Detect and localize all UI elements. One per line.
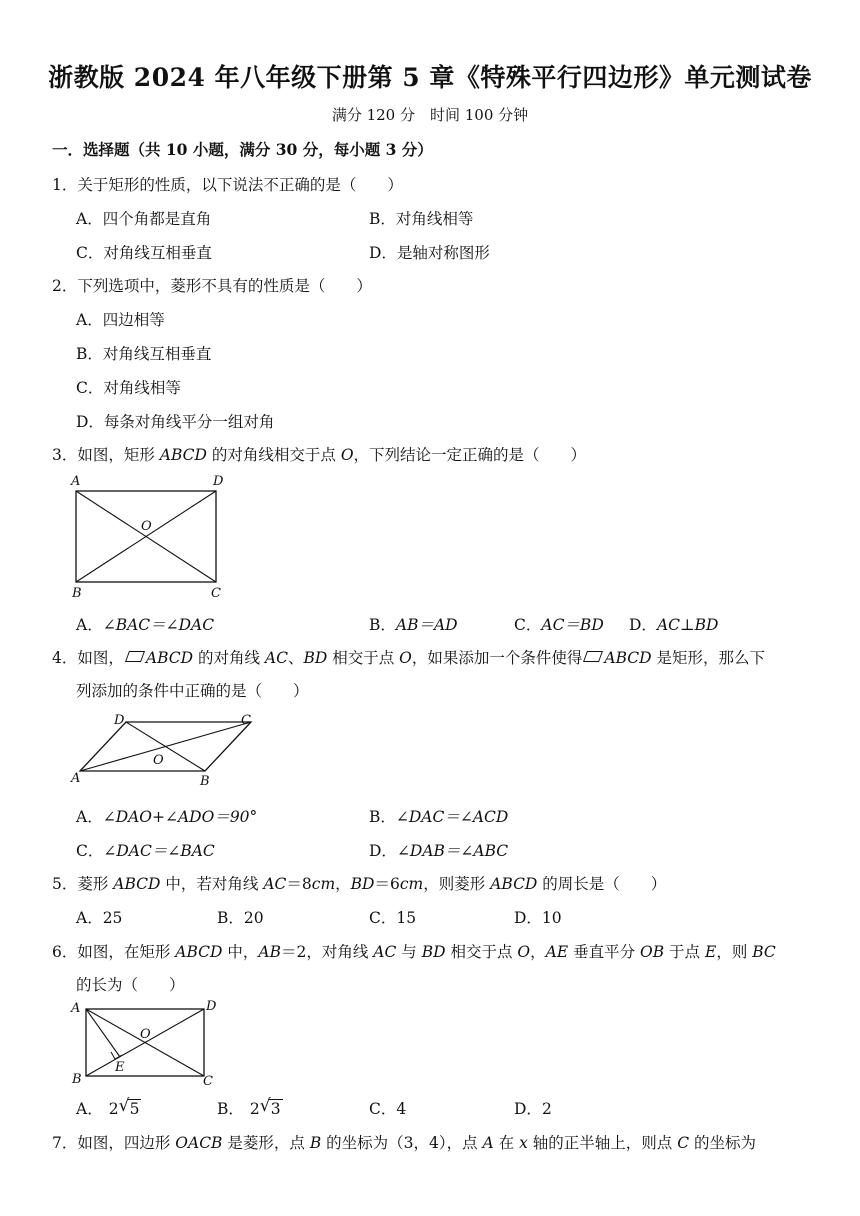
- question-5-option-b: B．20: [217, 909, 264, 927]
- figure-label-o: O: [140, 1027, 151, 1042]
- figure-label-d: D: [114, 713, 125, 728]
- question-3-rectangle-figure: [60, 470, 240, 602]
- figure-label-b: B: [200, 774, 210, 789]
- question-2-option-a: A．四边相等: [76, 311, 165, 329]
- figure-label-c: C: [203, 1074, 213, 1089]
- figure-label-c: C: [241, 713, 251, 728]
- figure-label-d: D: [206, 999, 217, 1014]
- figure-label-c: C: [211, 586, 221, 601]
- parallelogram-symbol: [125, 651, 145, 662]
- figure-label-o: O: [153, 753, 164, 768]
- page-title: 浙教版 2024 年八年级下册第 5 章《特殊平行四边形》单元测试卷: [48, 63, 812, 92]
- question-1-option-b: B．对角线相等: [369, 210, 474, 228]
- question-4-stem-line-2: 列添加的条件中正确的是（ ）: [76, 682, 309, 700]
- question-1-option-c: C．对角线互相垂直: [76, 244, 212, 262]
- question-7-stem: 7．如图，四边形 OACB 是菱形，点 B 的坐标为（3，4），点 A 在 x 轴的正半轴上，则点 C 的坐标为: [52, 1134, 757, 1152]
- figure-label-e: E: [115, 1060, 125, 1075]
- question-4-option-d: D．∠DAB＝∠ABC: [369, 842, 509, 860]
- question-4-parallelogram-figure: [60, 708, 270, 790]
- question-6-option-d: D．2: [514, 1100, 552, 1118]
- question-6-option-a: A． 2 √ 5: [76, 1096, 140, 1118]
- question-4-stem-line-1: 4．如图， ABCD 的对角线 AC、BD 相交于点 O，如果添加一个条件使得 ABCD 是矩形，那么下: [52, 649, 766, 667]
- square-root-symbol: √ 3: [259, 1096, 281, 1118]
- figure-label-a: A: [71, 771, 81, 786]
- question-5-option-c: C．15: [369, 909, 417, 927]
- question-3-option-c: C．AC＝BD: [514, 616, 604, 634]
- question-4-option-b: B．∠DAC＝∠ACD: [369, 808, 509, 826]
- question-3-option-d: D．AC⊥BD: [629, 616, 719, 634]
- parallelogram-symbol: [583, 651, 603, 662]
- question-5-stem: 5．菱形 ABCD 中，若对角线 AC＝8cm，BD＝6cm，则菱形 ABCD 的周长是（ ）: [52, 875, 667, 893]
- question-3-option-a: A．∠BAC＝∠DAC: [76, 616, 215, 634]
- exam-info: 满分 120 分 时间 100 分钟: [331, 106, 529, 124]
- square-root-symbol: √ 5: [118, 1096, 140, 1118]
- question-2-option-b: B．对角线互相垂直: [76, 345, 212, 363]
- figure-label-a: A: [71, 474, 81, 489]
- question-6-stem-line-2: 的长为（ ）: [76, 976, 185, 994]
- question-6-option-b: B． 2 √ 3: [217, 1096, 281, 1118]
- question-1-option-d: D．是轴对称图形: [369, 244, 490, 262]
- question-1-stem: 1．关于矩形的性质，以下说法不正确的是（ ）: [52, 176, 403, 194]
- figure-label-b: B: [72, 586, 82, 601]
- question-4-option-a: A．∠DAO+∠ADO＝90°: [76, 808, 258, 826]
- question-2-option-d: D．每条对角线平分一组对角: [76, 413, 275, 431]
- question-4-option-c: C．∠DAC＝∠BAC: [76, 842, 215, 860]
- question-2-option-c: C．对角线相等: [76, 379, 181, 397]
- figure-label-o: O: [141, 519, 152, 534]
- figure-label-a: A: [71, 1001, 81, 1016]
- figure-label-b: B: [72, 1072, 82, 1087]
- figure-label-d: D: [213, 474, 224, 489]
- question-5-option-d: D．10: [514, 909, 562, 927]
- question-5-option-a: A．25: [76, 909, 123, 927]
- section-heading: 一．选择题（共 10 小题，满分 30 分，每小题 3 分）: [52, 140, 433, 159]
- question-6-rectangle-figure: [60, 997, 230, 1089]
- question-3-option-b: B．AB＝AD: [369, 616, 458, 634]
- question-6-stem-line-1: 6．如图，在矩形 ABCD 中，AB＝2，对角线 AC 与 BD 相交于点 O，AE 垂直平分 OB 于点 E，则 BC: [52, 943, 776, 961]
- question-2-stem: 2．下列选项中，菱形不具有的性质是（ ）: [52, 277, 372, 295]
- question-6-option-c: C．4: [369, 1100, 407, 1118]
- question-3-stem: 3．如图，矩形 ABCD 的对角线相交于点 O，下列结论一定正确的是（ ）: [52, 446, 587, 464]
- question-1-option-a: A．四个角都是直角: [76, 210, 212, 228]
